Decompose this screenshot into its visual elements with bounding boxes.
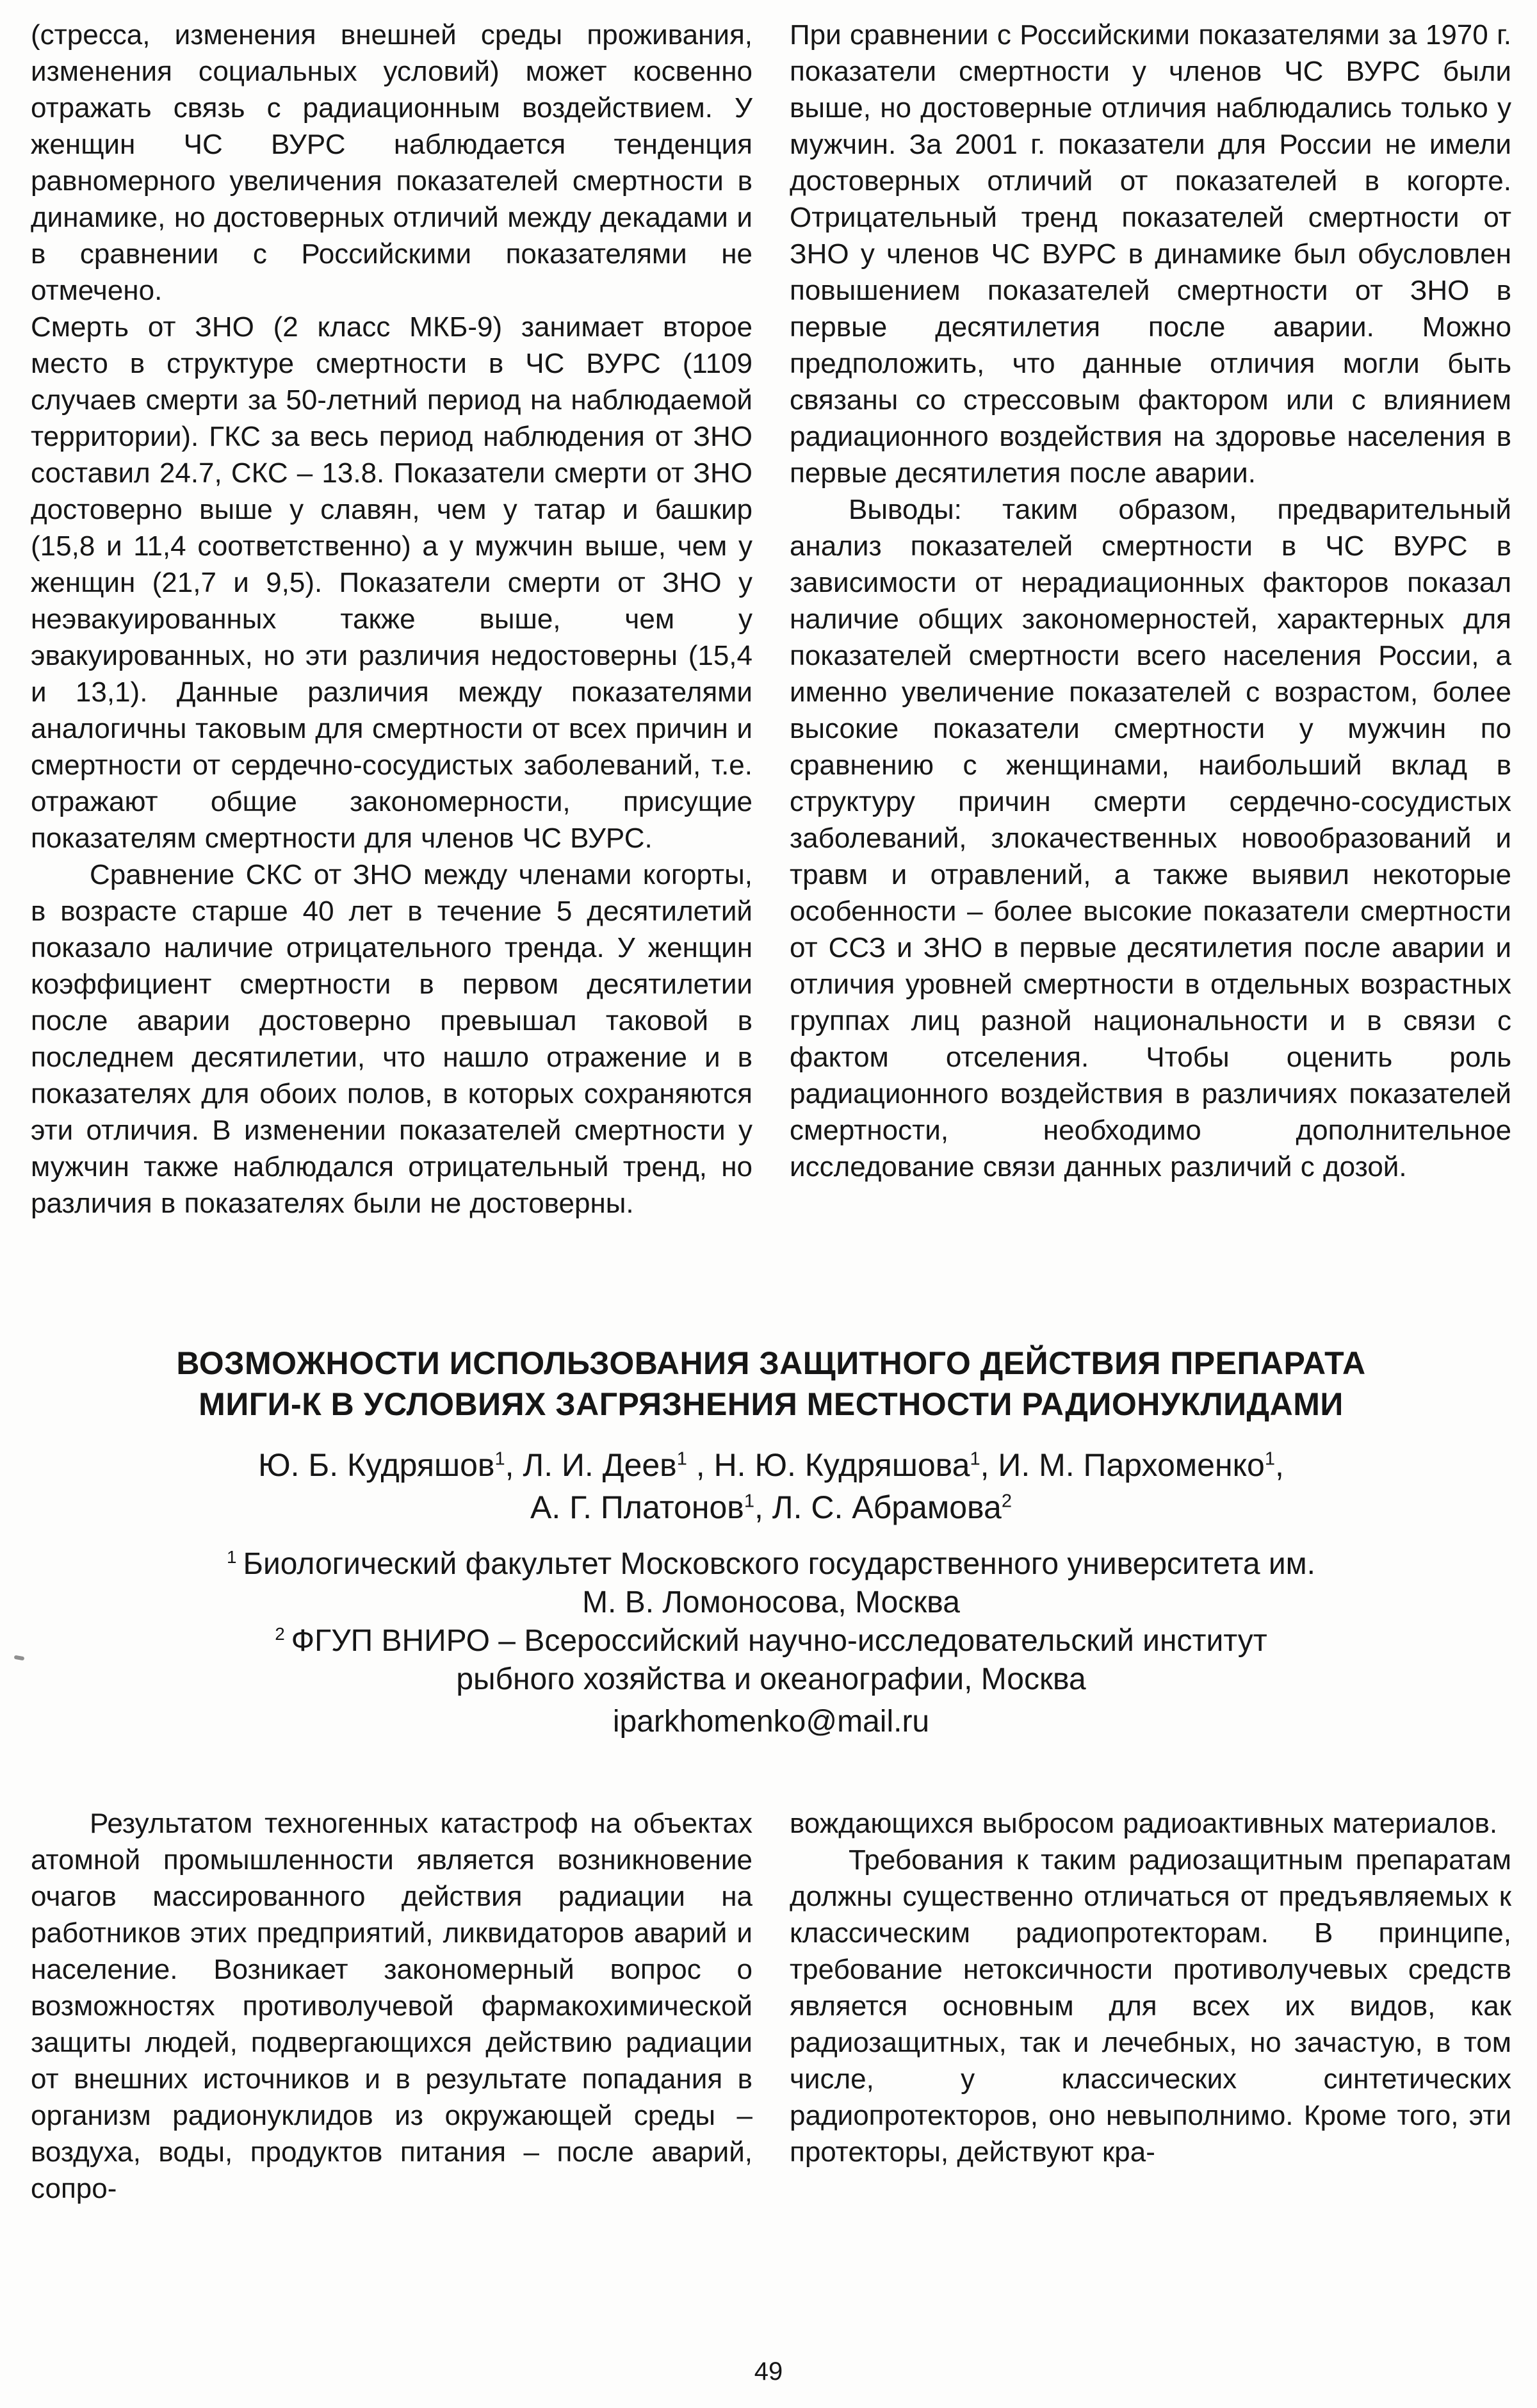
paragraph: Сравнение СКС от ЗНО между членами когорты, в возрасте старше 40 лет в течение 5 десятилетий показало наличие отрицательного тренда. У женщин коэффициент смертности в первом десятилетии после аварии достоверно превышал таковой в последнем десятилетии, что нашло отражение и в показателях для обоих полов, в которых сохраняются эти отличия. В изменении показателей смертности у мужчин также наблюдался отрицательный тренд, но различия в показателях были не достоверны. <box>31 859 752 1219</box>
author-name: А. Г. Платонов <box>530 1489 744 1525</box>
paragraph: вождающихся выбросом радиоактивных материалов. <box>790 1808 1498 1839</box>
paragraph: Смерть от ЗНО (2 класс МКБ-9) занимает второе место в структуре смертности в ЧС ВУРС (1109 случаев смерти за 50-летний период на наблюдаемой территории). ГКС за весь период наблюдения от ЗНО составил 24.7, СКС – 13.8. Показатели смерти от ЗНО достоверно выше у славян, чем у татар и башкир (15,8 и 11,4 соответственно) а у мужчин выше, чем у женщин (21,7 и 9,5). Показатели смерти от ЗНО у неэвакуированных также выше, чем у эвакуированных, но эти различия недостоверны (15,4 и 13,1). Данные различия между показателями аналогичны таковым для смертности от всех причин и смертности от сердечно-сосудистых заболеваний, т.е. отражают общие закономерности, присущие показателям смертности для членов ЧС ВУРС. <box>31 311 752 854</box>
author <box>523 1447 713 1483</box>
author-superscript: 1 <box>494 1448 505 1470</box>
affiliations-block <box>220 1545 1322 1699</box>
article-title <box>31 1343 1511 1425</box>
affiliation-superscript: 1 <box>226 1547 237 1567</box>
author-separator: , <box>980 1447 998 1483</box>
author-superscript: 1 <box>676 1448 687 1470</box>
author-separator: , <box>1274 1447 1284 1483</box>
paragraph: Требования к таким радиозащитным препаратам должны существенно отличаться от предъявляемых к классическим радиопротекторам. В принципе, требование нетоксичности противолучевых средств является основным для всех их видов, как радиозащитных, так и лечебных, но зачастую, в том числе, у классических синтетических радиопротекторов, оно невыполнимо. Кроме того, эти протекторы, действуют кра- <box>790 1844 1511 2168</box>
author <box>530 1489 772 1525</box>
author-separator: , <box>754 1489 772 1525</box>
authors-line-2 <box>31 1486 1511 1528</box>
affiliation <box>220 1622 1322 1699</box>
author-superscript: 1 <box>744 1491 754 1512</box>
author-superscript: 2 <box>1001 1491 1012 1512</box>
bottom-left-column <box>31 1805 752 2207</box>
affiliation-text: ФГУП ВНИРО – Всероссийский научно-исследовательский институт рыбного хозяйства и океанографии, Москва <box>291 1624 1267 1696</box>
author-superscript: 1 <box>1264 1448 1275 1470</box>
email-text: iparkhomenko@mail.ru <box>612 1705 930 1739</box>
bottom-right-column <box>790 1805 1511 2207</box>
author-name: Ю. Б. Кудряшов <box>258 1447 495 1483</box>
author <box>714 1447 998 1483</box>
top-right-column <box>790 17 1511 1331</box>
paragraph: При сравнении с Российскими показателями за 1970 г. показатели смертности у членов ЧС ВУРС были выше, но достоверные отличия наблюдались только у мужчин. За 2001 г. показатели для России не имели достоверных отличий от показателей в когорте. Отрицательный тренд показателей смертности от ЗНО у членов ЧС ВУРС в динамике был обусловлен повышением показателей смертности от ЗНО в первые десятилетия после аварии. Можно предположить, что данные отличия могли быть связаны со стрессовым фактором или с влиянием радиационного воздействия на здоровье населения в первые десятилетия после аварии. <box>790 19 1511 489</box>
article-title-line: МИГИ-К В УСЛОВИЯХ ЗАГРЯЗНЕНИЯ МЕСТНОСТИ РАДИОНУКЛИДАМИ <box>199 1386 1344 1422</box>
author-separator: , <box>687 1447 714 1483</box>
paragraph: Результатом техногенных катастроф на объектах атомной промышленности является возникновение очагов массированного действия радиации на работников этих предприятий, ликвидаторов аварий и население. Возникает закономерный вопрос о возможностях противолучевой фармакохимической защиты людей, подвергающихся действию радиации от внешних источников и в результате попадания в организм радионуклидов из окружающей среды – воздуха, воды, продуктов питания – после аварий, сопро- <box>31 1808 752 2204</box>
paragraph: Выводы: таким образом, предварительный анализ показателей смертности в ЧС ВУРС в зависимости от нерадиационных факторов показал наличие общих закономерностей, характерных для показателей смертности всего населения России, а именно увеличение показателей с возрастом, более высокие показатели смертности у мужчин по сравнению с женщинами, наибольший вклад в структуру причин смерти сердечно-сосудистых заболеваний, злокачественных новообразований и травм и отравлений, а также выявил некоторые особенности – более высокие показатели смертности от ССЗ и ЗНО в первые десятилетия после аварии и отличия уровней смертности в отдельных возрастных группах лиц разной национальности и в связи с фактом отселения. Чтобы оценить роль радиационного воздействия в различиях показателей смертности, необходимо дополнительное исследование связи данных различий с дозой. <box>790 494 1511 1183</box>
author-separator: , <box>505 1447 523 1483</box>
top-section <box>31 17 1511 1331</box>
article-title-line: ВОЗМОЖНОСТИ ИСПОЛЬЗОВАНИЯ ЗАЩИТНОГО ДЕЙСТВИЯ ПРЕПАРАТА <box>176 1345 1366 1381</box>
author-name: И. М. Пархоменко <box>998 1447 1265 1483</box>
author-superscript: 1 <box>970 1448 980 1470</box>
affiliation <box>220 1545 1322 1622</box>
author <box>998 1447 1283 1483</box>
affiliation-superscript: 2 <box>275 1624 285 1644</box>
author-name: Л. С. Абрамова <box>772 1489 1002 1525</box>
authors-block <box>31 1444 1511 1528</box>
paragraph: (стресса, изменения внешней среды проживания, изменения социальных условий) может косвенно отражать связь с радиационным воздействием. У женщин ЧС ВУРС наблюдается тенденция равномерного увеличения показателей смертности в динамике, но достоверных отличий между декадами и в сравнении с Российскими показателями не отмечено. <box>31 19 752 306</box>
author <box>258 1447 523 1483</box>
author-name: Н. Ю. Кудряшова <box>713 1447 970 1483</box>
author <box>772 1489 1012 1525</box>
affiliation-text: Биологический факультет Московского государственного университета им. М. В. Ломоносова, Москва <box>243 1547 1316 1619</box>
top-left-column <box>31 17 752 1331</box>
author-name: Л. И. Деев <box>523 1447 677 1483</box>
scan-artifact-mark <box>14 1655 25 1661</box>
article-header <box>31 1343 1511 1741</box>
authors-line-1 <box>31 1444 1511 1486</box>
page-number: 49 <box>754 2357 783 2386</box>
bottom-section <box>31 1805 1511 2207</box>
